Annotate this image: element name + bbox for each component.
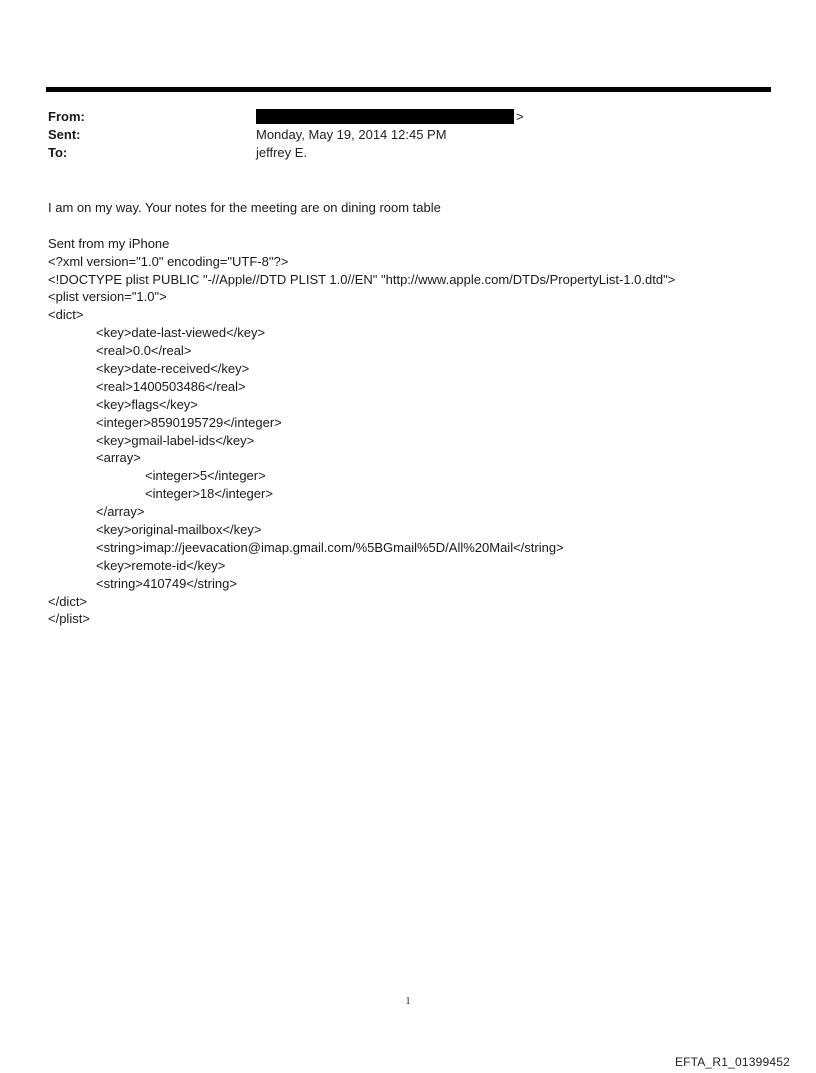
from-suffix: > (516, 109, 524, 124)
plist-line: <key>remote-id</key> (96, 557, 226, 573)
plist-line: <integer>8590195729</integer> (96, 414, 282, 430)
plist-line: <key>gmail-label-ids</key> (96, 432, 255, 448)
message-body (48, 199, 675, 628)
page-number: 1 (405, 996, 411, 1007)
plist-line: <key>date-received</key> (96, 361, 250, 377)
plist-line: <key>date-last-viewed</key> (96, 325, 266, 341)
plist-line: </plist> (48, 611, 90, 627)
plist-line: <!DOCTYPE plist PUBLIC "-//Apple//DTD PLIST 1.0//EN" "http://www.apple.com/DTDs/PropertyList-1.0.dtd"> (48, 271, 676, 287)
plist-line: <real>0.0</real> (96, 343, 192, 359)
plist-block (48, 253, 675, 629)
plist-line: <key>original-mailbox</key> (96, 522, 262, 538)
sent-label: Sent: (48, 127, 81, 142)
blank-line (48, 217, 675, 235)
plist-line: <dict> (48, 307, 84, 323)
plist-line: <array> (96, 450, 141, 466)
plist-line: <integer>5</integer> (145, 468, 266, 484)
plist-line: <key>flags</key> (96, 396, 198, 412)
signature-line: Sent from my iPhone (48, 235, 170, 251)
plist-line: </dict> (48, 593, 88, 609)
to-label: To: (48, 145, 68, 160)
redaction-block (256, 109, 514, 124)
plist-line: <string>410749</string> (96, 575, 237, 591)
header-rule (46, 87, 771, 92)
plist-line: <?xml version="1.0" encoding="UTF-8"?> (48, 253, 289, 269)
plist-line: <real>1400503486</real> (96, 378, 246, 394)
message-line: I am on my way. Your notes for the meeting are on dining room table (48, 200, 441, 215)
document-id: EFTA_R1_01399452 (674, 1055, 790, 1069)
plist-line: <plist version="1.0"> (48, 289, 167, 305)
to-value: jeffrey E. (256, 145, 308, 160)
plist-line: <integer>18</integer> (145, 486, 273, 502)
sent-value: Monday, May 19, 2014 12:45 PM (256, 127, 447, 142)
from-label: From: (48, 109, 85, 124)
plist-line: </array> (96, 504, 145, 520)
from-value (256, 108, 524, 125)
plist-line: <string>imap://jeevacation@imap.gmail.com/%5BGmail%5D/All%20Mail</string> (96, 539, 564, 555)
